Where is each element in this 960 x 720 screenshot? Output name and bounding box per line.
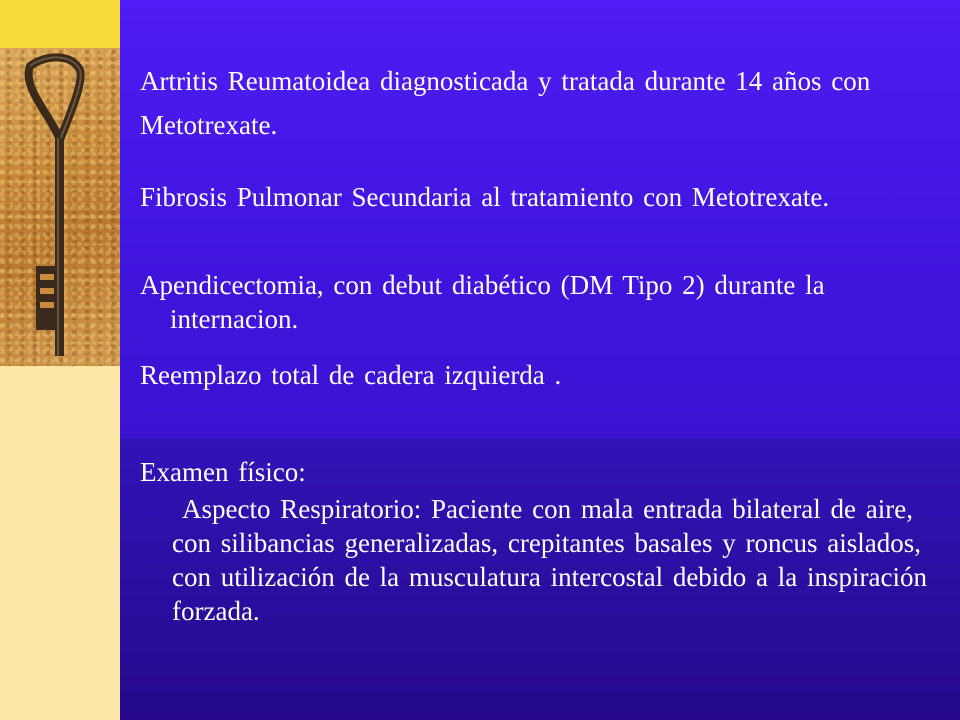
intro-text: Artritis Reumatoidea diagnosticada y tratada durante 14 años con Metotrexate. xyxy=(140,66,871,140)
bullet-item-1: Fibrosis Pulmonar Secundaria al tratamiento con Metotrexate. xyxy=(140,182,830,212)
accent-strip xyxy=(0,0,120,48)
antique-key-photo xyxy=(0,48,120,366)
bullet-item-3: Reemplazo total de cadera izquierda . xyxy=(140,360,562,390)
antique-key-icon xyxy=(0,48,120,366)
exam-title: Examen físico: xyxy=(140,457,306,487)
exam-body: Aspecto Respiratorio: Paciente con mala entrada bilateral de aire, con silibancias generalizadas, crepitantes basales y roncus aislados, con utilización de la musculatura intercostal debido a la inspiración forzada. xyxy=(172,494,927,626)
bullet-item-2: Apendicectomia, con debut diabético (DM Tipo 2) durante la internacion. xyxy=(140,270,825,334)
